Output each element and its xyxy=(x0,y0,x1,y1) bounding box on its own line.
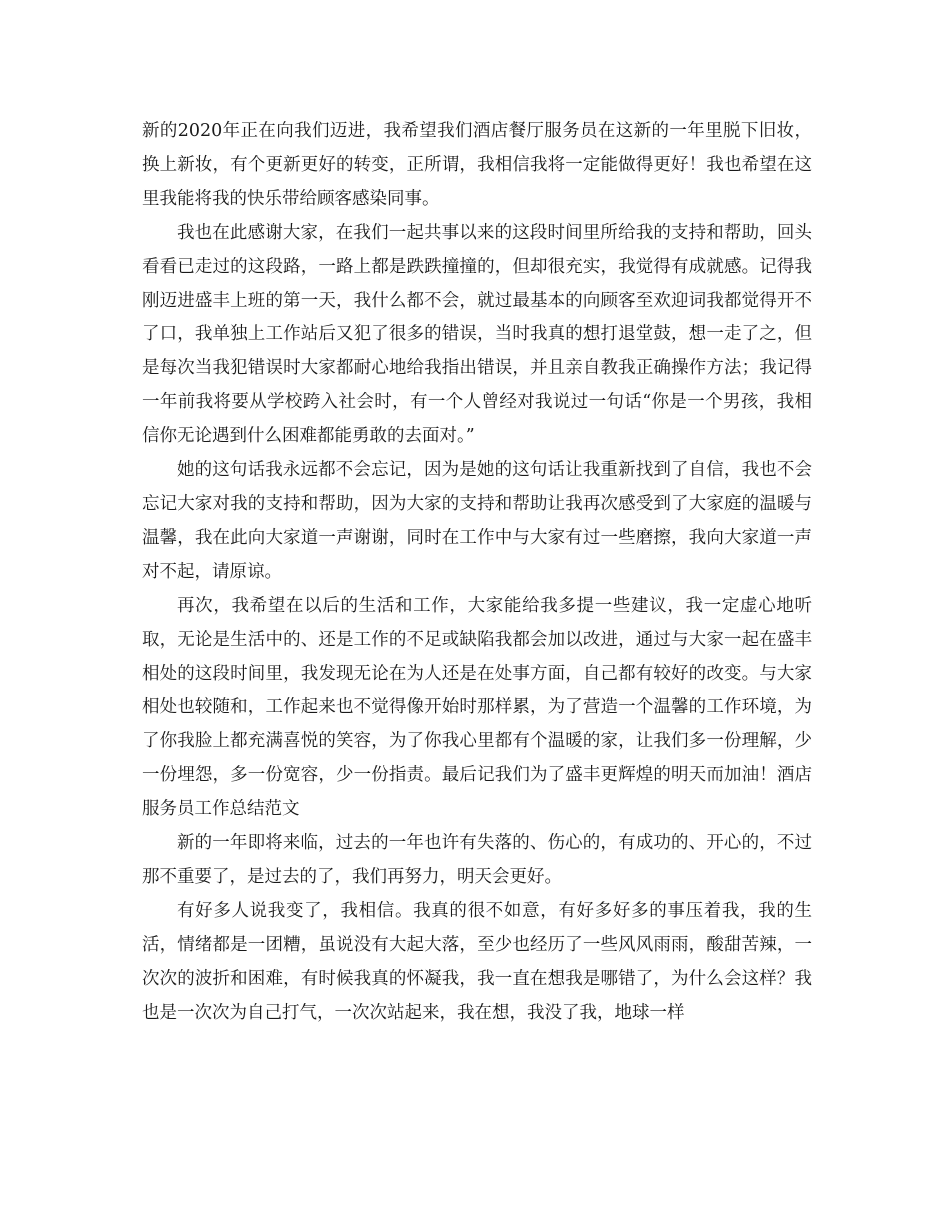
paragraph-6: 有好多人说我变了，我相信。我真的很不如意，有好多好多的事压着我，我的生活，情绪都是一团糟，虽说没有大起大落，至少也经历了一些风风雨雨，酸甜苦辣，一次次的波折和困难，有时候我真的怀凝我，我一直在想我是哪错了，为什么会这样？我也是一次次为自己打气，一次次站起来，我在想，我没了我，地球一样 xyxy=(142,900,812,1023)
paragraph-1: 新的2020年正在向我们迈进，我希望我们酒店餐厅服务员在这新的一年里脱下旧妆，换上新妆，有个更新更好的转变，正所谓，我相信我将一定能做得更好！我也希望在这里我能将我的快乐带给顾客感染同事。 xyxy=(142,121,812,209)
paragraph-3: 她的这句话我永远都不会忘记，因为是她的这句话让我重新找到了自信，我也不会忘记大家对我的支持和帮助，因为大家的支持和帮助让我再次感受到了大家庭的温暖与温馨，我在此向大家道一声谢谢，同时在工作中与大家有过一些磨擦，我向大家道一声对不起，请原谅。 xyxy=(142,460,812,582)
paragraph-4: 再次，我希望在以后的生活和工作，大家能给我多提一些建议，我一定虚心地听取，无论是生活中的、还是工作的不足或缺陷我都会加以改进，通过与大家一起在盛丰相处的这段时间里，我发现无论在为人还是在处事方面，自己都有较好的改变。与大家相处也较随和，工作起来也不觉得像开始时那样累，为了营造一个温馨的工作环境，为了你我脸上都充满喜悦的笑容，为了你我心里都有个温暖的家，让我们多一份理解，少一份埋怨，多一份宽容，少一份指责。最后记我们为了盛丰更辉煌的明天而加油！酒店服务员工作总结范文 xyxy=(142,595,812,820)
paragraph-5: 新的一年即将来临，过去的一年也许有失落的、伤心的，有成功的、开心的，不过那不重要了，是过去的了，我们再努力，明天会更好。 xyxy=(142,833,812,887)
paragraph-2: 我也在此感谢大家，在我们一起共事以来的这段时间里所给我的支持和帮助，回头看看已走过的这段路，一路上都是跌跌撞撞的，但却很充实，我觉得有成就感。记得我刚迈进盛丰上班的第一天，我什么都不会，就过最基本的向顾客至欢迎词我都觉得开不了口，我单独上工作站后又犯了很多的错误，当时我真的想打退堂鼓，想一走了之，但是每次当我犯错误时大家都耐心地给我指出错误，并且亲自教我正确操作方法；我记得一年前我将要从学校跨入社会时，有一个人曾经对我说过一句话“你是一个男孩，我相信你无论遇到什么困难都能勇敢的去面对。” xyxy=(142,222,812,447)
document-body xyxy=(142,115,812,1030)
